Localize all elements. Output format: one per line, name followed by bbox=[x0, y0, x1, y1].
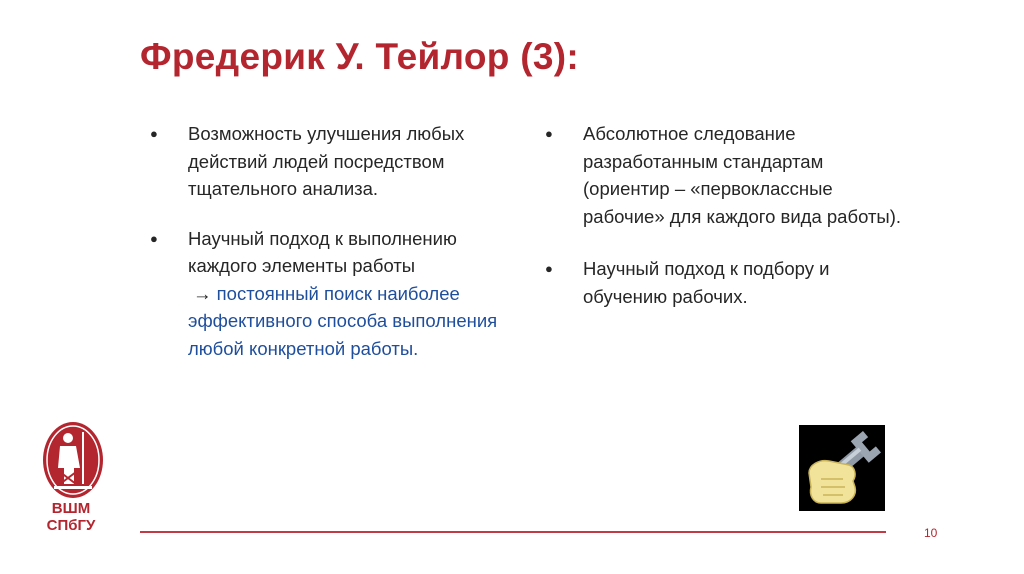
right-bullet-1 bbox=[545, 120, 905, 230]
right-bullet-1-text: Абсолютное следование разработанным стандартам (ориентир – «первоклассные рабочие» для каждого вида работы). bbox=[583, 123, 902, 227]
footer-rule bbox=[140, 531, 886, 533]
left-bullet-2-text: Научный подход к выполнению каждого элементы работы bbox=[188, 227, 457, 276]
logo-line-2: СПбГУ bbox=[46, 517, 96, 534]
right-bullet-list bbox=[545, 120, 905, 310]
university-crest-icon bbox=[30, 414, 116, 500]
slide-title: Фредерик У. Тейлор (3): bbox=[140, 36, 579, 77]
wrench-hand-illustration bbox=[799, 425, 885, 511]
left-bullet-2 bbox=[150, 225, 500, 363]
left-bullet-1 bbox=[150, 120, 500, 203]
left-bullet-2-tail: . bbox=[413, 337, 419, 359]
bullet-dot: ● bbox=[545, 126, 553, 141]
right-column bbox=[545, 120, 905, 310]
logo-line-1: ВШМ bbox=[51, 500, 91, 517]
bullet-dot: ● bbox=[150, 126, 158, 141]
left-bullet-list bbox=[150, 120, 500, 362]
wrench-hand-icon bbox=[799, 425, 885, 511]
right-bullet-2-text: Научный подход к подбору и обучению рабочих. bbox=[583, 258, 830, 307]
left-column bbox=[150, 120, 500, 362]
page-number: 10 bbox=[924, 526, 938, 540]
bullet-dot: ● bbox=[545, 261, 553, 276]
left-bullet-1-text: Возможность улучшения любых действий людей посредством тщательного анализа. bbox=[188, 123, 465, 199]
right-bullet-2 bbox=[545, 255, 905, 310]
arrow-icon: → bbox=[193, 282, 212, 304]
bullet-dot: ● bbox=[150, 230, 158, 246]
left-bullet-2-highlight: постоянный поиск наиболее эффективного способа выполнения любой конкретной работы bbox=[188, 282, 498, 359]
logo-text bbox=[36, 500, 106, 534]
